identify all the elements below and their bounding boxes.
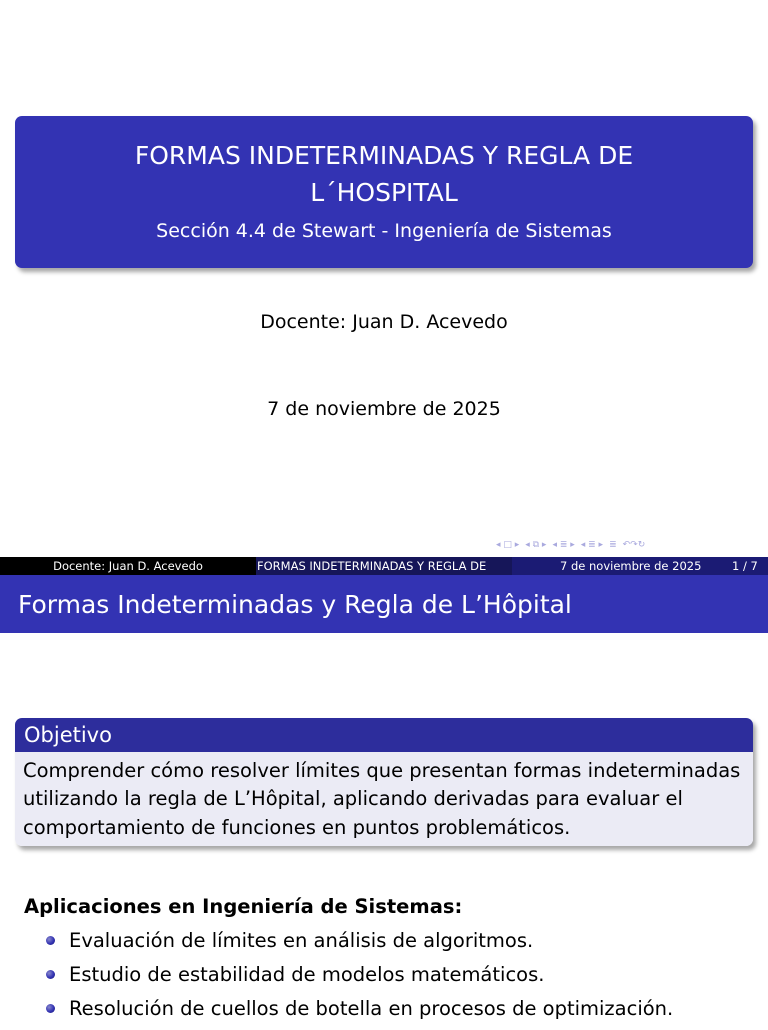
list-item — [46, 996, 746, 1030]
list-item-text: Estudio de estabilidad de modelos matemáticos. — [69, 963, 545, 986]
objective-block — [15, 718, 753, 846]
footline-date: 7 de noviembre de 2025 — [560, 559, 702, 573]
block-body — [15, 752, 753, 846]
document-nav-icon[interactable]: ≣ — [609, 540, 617, 550]
footline-title-text: FORMAS INDETERMINADAS Y REGLA DE — [257, 559, 487, 573]
footline — [0, 557, 768, 575]
slide-title-line-1: FORMAS INDETERMINADAS Y REGLA DE — [134, 141, 634, 170]
slide-nav-icon[interactable]: ◂ □ ▸ — [496, 540, 520, 550]
navigation-symbols — [496, 538, 762, 552]
subsection-nav-icon[interactable]: ◂ ≣ ▸ — [552, 540, 575, 550]
footline-author: Docente: Juan D. Acevedo — [53, 559, 203, 573]
title-box — [15, 116, 753, 268]
frame-title: Formas Indeterminadas y Regla de L’Hôpital — [18, 590, 572, 619]
page-number: 1 / 7 — [732, 559, 758, 573]
date: 7 de noviembre de 2025 — [267, 398, 501, 420]
frame-nav-icon[interactable]: ◂ ⧉ ▸ — [525, 540, 547, 550]
applications-heading: Aplicaciones en Ingeniería de Sistemas: — [24, 895, 463, 918]
block-title-bar — [15, 718, 753, 752]
block-text-line: Comprender cómo resolver límites que presentan formas indeterminadas — [23, 759, 741, 782]
author: Docente: Juan D. Acevedo — [260, 311, 508, 333]
slide-subtitle: Sección 4.4 de Stewart - Ingeniería de Sistemas — [156, 220, 612, 242]
block-text-line: utilizando la regla de L’Hôpital, aplicando derivadas para evaluar el — [23, 787, 683, 810]
footline-right — [512, 557, 768, 575]
back-forward-search-icon[interactable]: ↶↷↻ — [622, 540, 646, 550]
list-item — [46, 928, 746, 962]
section-nav-icon[interactable]: ◂ ≣ ▸ — [580, 540, 604, 550]
block-text-line: comportamiento de funciones en puntos problemáticos. — [23, 816, 571, 839]
slide-title-line-2: L´HOSPITAL — [310, 178, 458, 207]
block-title: Objetivo — [24, 723, 112, 747]
applications-list — [46, 928, 746, 1030]
frame-title-bar — [0, 575, 768, 633]
list-item — [46, 962, 746, 996]
list-item-text: Evaluación de límites en análisis de algoritmos. — [69, 929, 534, 952]
list-item-text: Resolución de cuellos de botella en procesos de optimización. — [69, 997, 674, 1020]
bullet-icon — [46, 970, 55, 979]
footline-title — [256, 557, 512, 575]
bullet-icon — [46, 1004, 55, 1013]
bullet-icon — [46, 936, 55, 945]
